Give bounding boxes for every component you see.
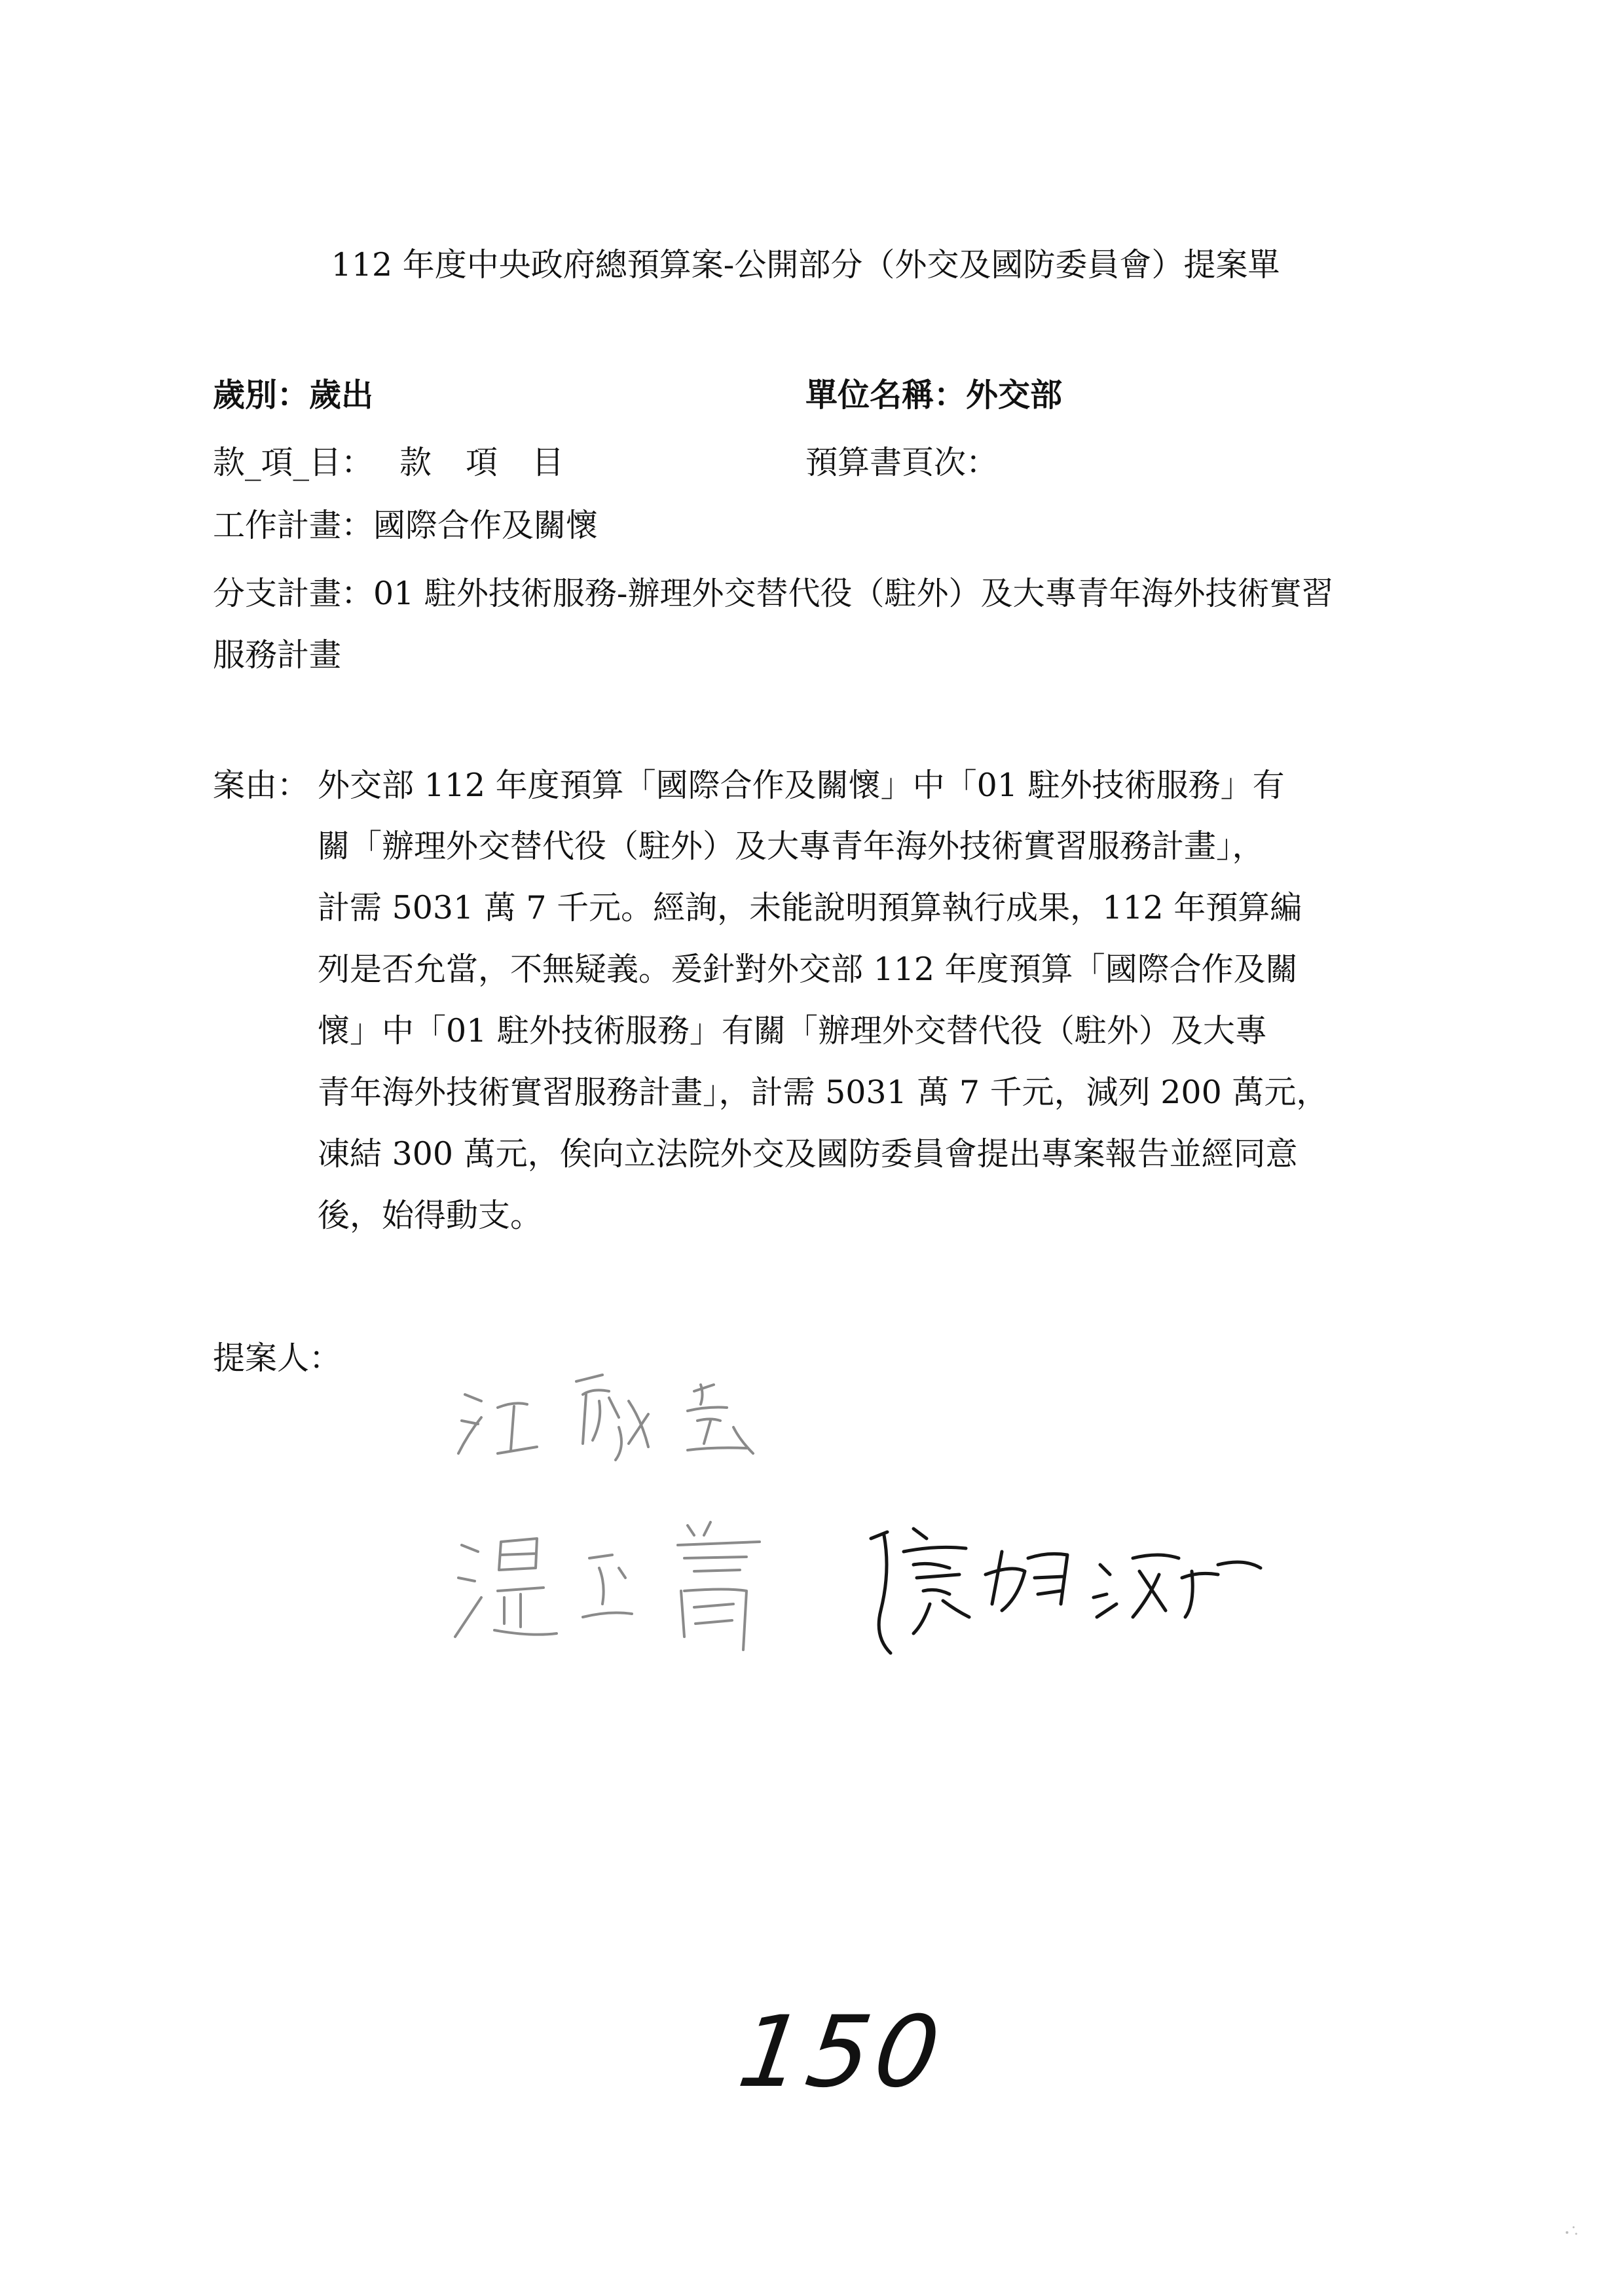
kxm-label: 款_項_目： — [213, 444, 374, 481]
kxm-field — [213, 440, 598, 486]
reason-line: 懷」中「01 駐外技術服務」有關「辦理外交替代役（駐外）及大專 — [318, 1012, 1267, 1049]
proposer-label: 提案人： — [213, 1339, 342, 1377]
reason-line: 青年海外技術實習服務計畫」，計需 5031 萬 7 千元，減列 200 萬元， — [318, 1074, 1329, 1111]
scan-speck-decoration — [1562, 2219, 1581, 2239]
page-title: 112 年度中央政府總預算案-公開部分（外交及國防委員會）提案單 — [331, 246, 1280, 283]
work-plan-field: 工作計畫：國際合作及關懷 — [213, 507, 599, 544]
branch-plan-field-line1: 分支計畫：01 駐外技術服務-辦理外交替代役（駐外）及大專青年海外技術實習 — [213, 575, 1334, 612]
reason-line: 後，始得動支。 — [318, 1197, 543, 1234]
signature-2 — [452, 1506, 819, 1663]
reason-label: 案由： — [213, 767, 310, 804]
budget-page-field: 預算書頁次： — [805, 444, 999, 481]
reason-line: 列是否允當，不無疑義。爰針對外交部 112 年度預算「國際合作及關 — [318, 951, 1298, 988]
unit-name-field: 單位名稱：外交部 — [805, 376, 1063, 414]
signature-1 — [452, 1355, 819, 1467]
reason-line: 外交部 112 年度預算「國際合作及關懷」中「01 駐外技術服務」有 — [318, 767, 1285, 804]
kxm-value: 款項目 — [399, 444, 599, 481]
branch-plan-field-line2: 服務計畫 — [213, 636, 342, 674]
reason-line: 凍結 300 萬元，俟向立法院外交及國防委員會提出專案報告並經同意 — [318, 1135, 1298, 1173]
category-field: 歲別：歲出 — [213, 376, 374, 414]
reason-line: 計需 5031 萬 7 千元。經詢，未能說明預算執行成果，112 年預算編 — [318, 889, 1302, 926]
signature-3 — [851, 1512, 1270, 1663]
reason-line: 關「辦理外交替代役（駐外）及大專青年海外技術實習服務計畫」， — [318, 828, 1264, 865]
page-number: 150 — [731, 1995, 951, 2109]
